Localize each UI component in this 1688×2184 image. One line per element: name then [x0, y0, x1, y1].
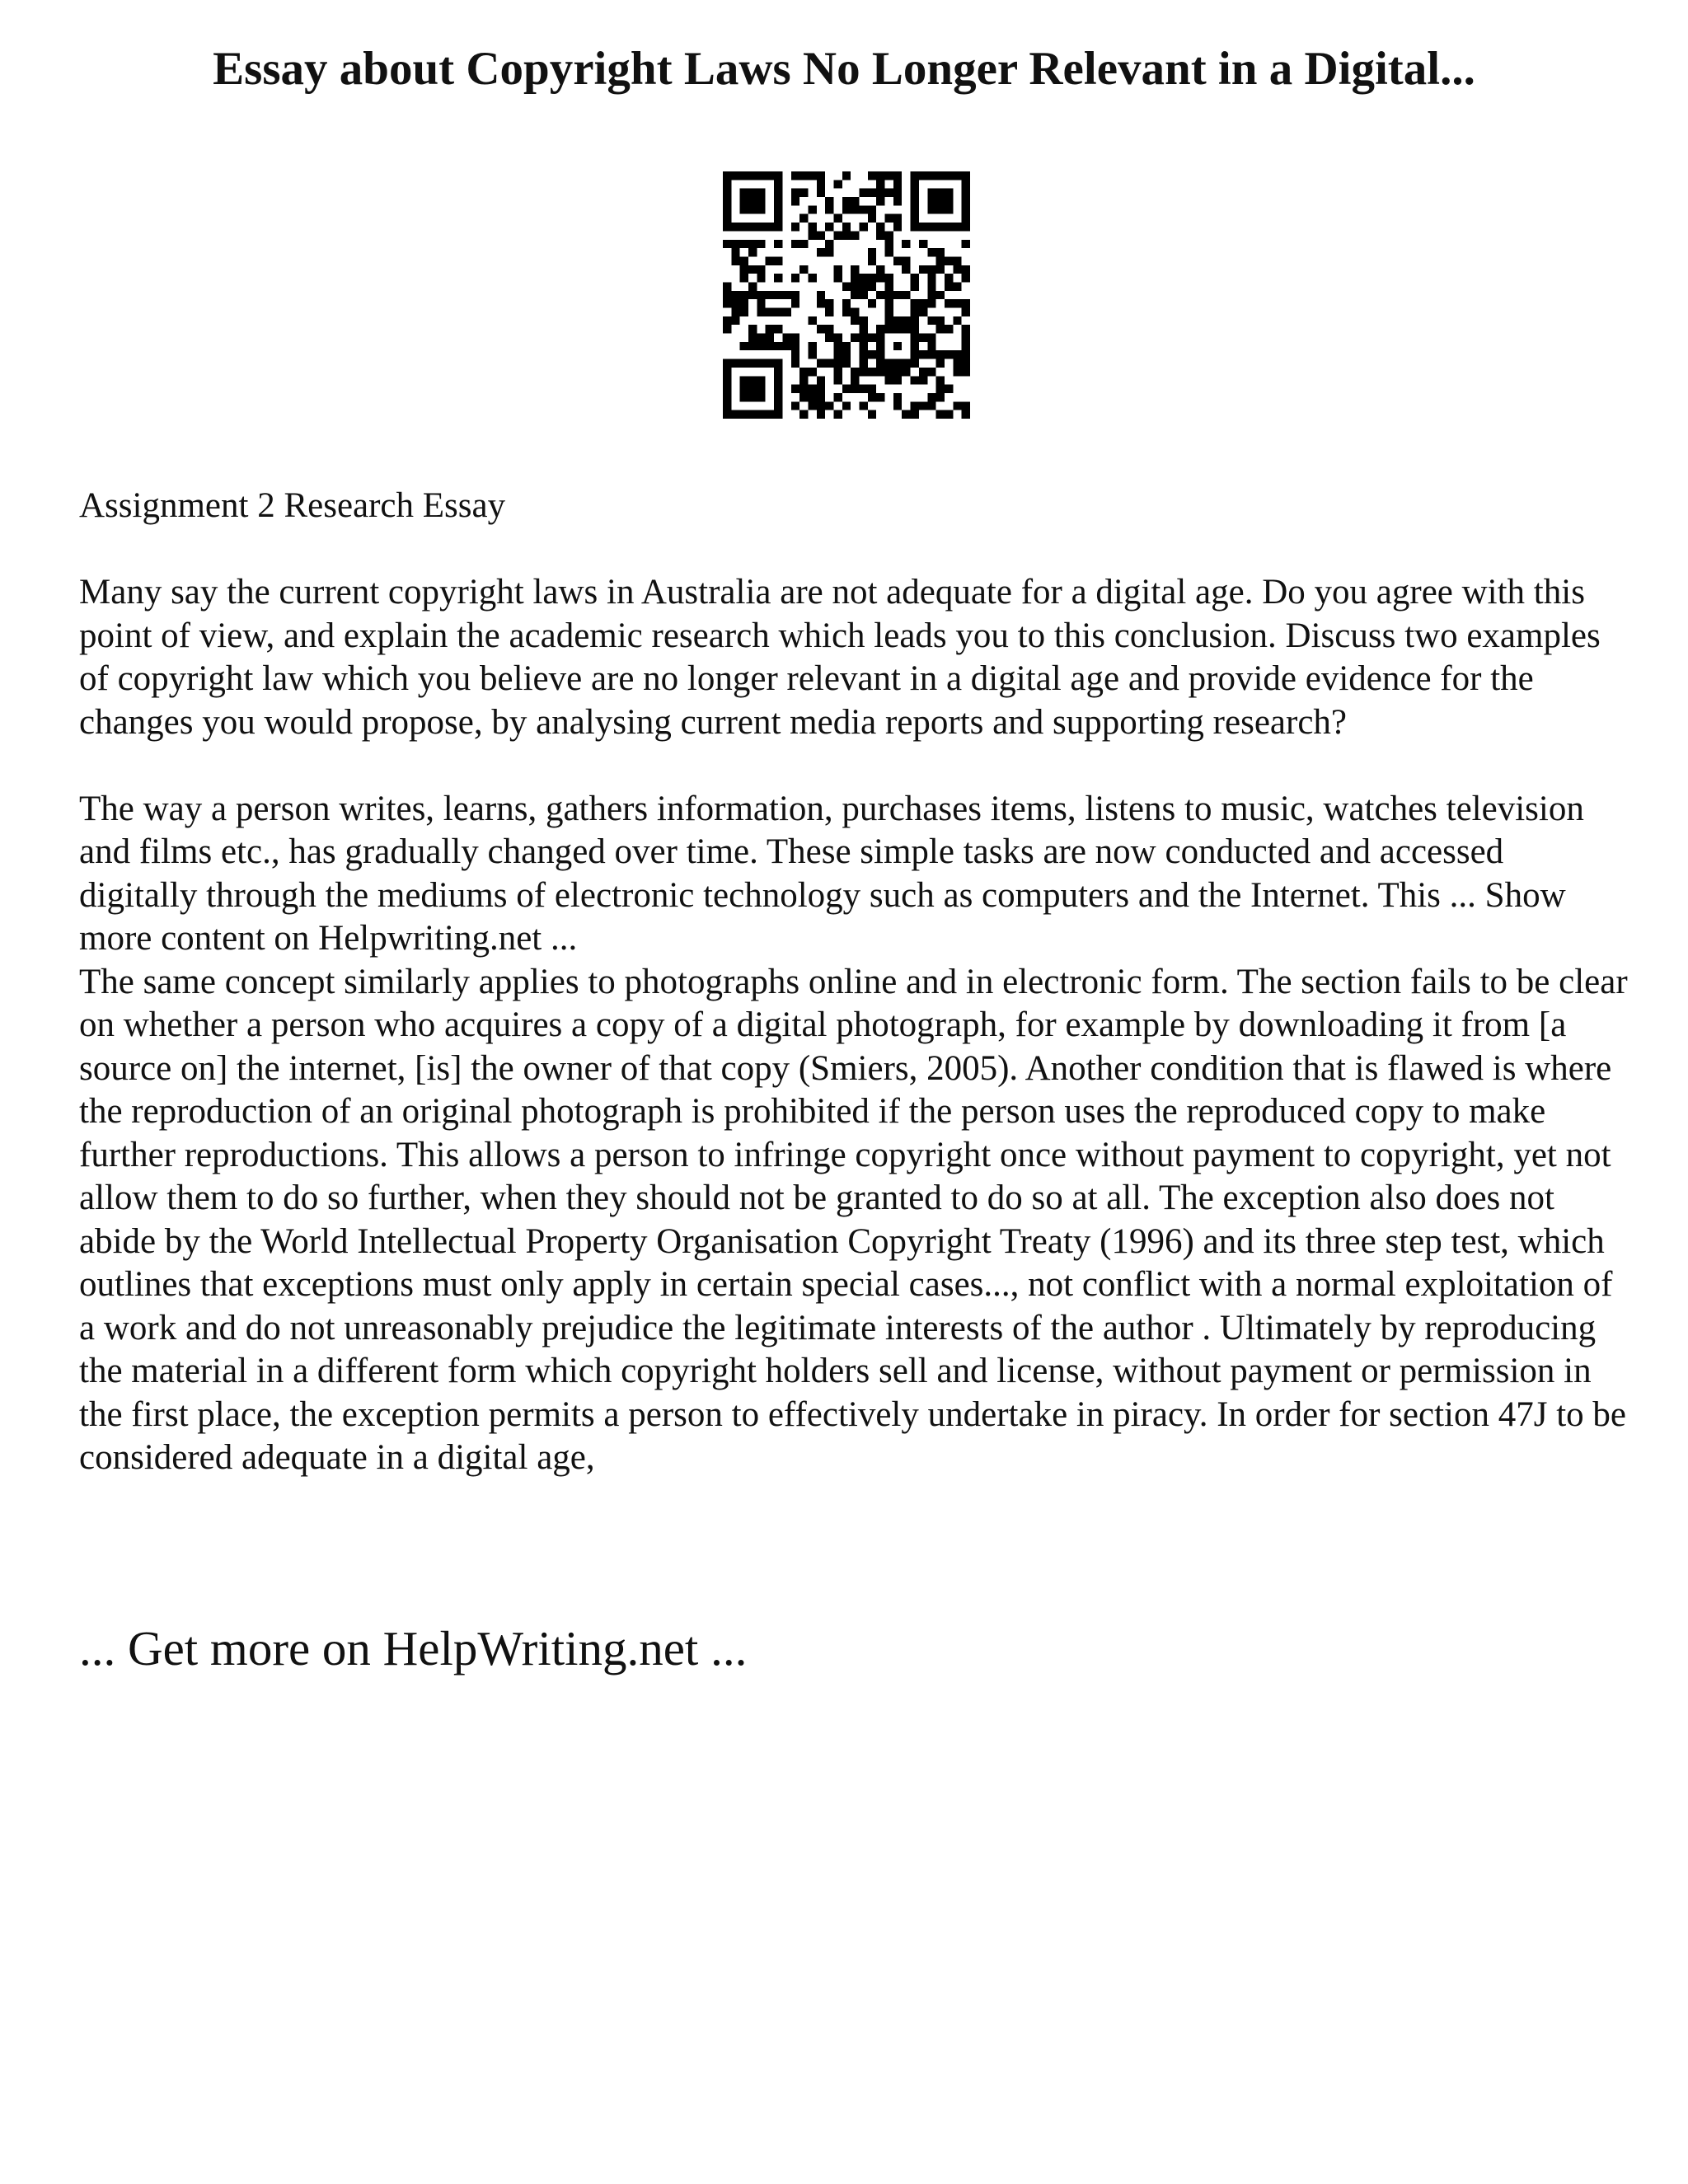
assignment-heading: Assignment 2 Research Essay — [79, 486, 506, 525]
essay-body — [79, 485, 1629, 1480]
essay-question: Many say the current copyright laws in Australia are not adequate for a digital age. Do you agree with this point of view, and explain the academic research which leads you to this conclusion. Discuss two examples of copyright law which you believe are no longer relevant in a digital age and provide evidence for the changes you would propose, by analysing current media reports and supporting research? — [79, 573, 1601, 742]
document-title: Essay about Copyright Laws No Longer Relevant in a Digital... — [213, 43, 1475, 95]
body-paragraph: The same concept similarly applies to photographs online and in electronic form. The section fails to be clear on whether a person who acquires a copy of a digital photograph, for example by downloading it from [a source on] the internet, [is] the owner of that copy (Smiers, 2005). Another condition that is flawed is where the reproduction of an original photograph is prohibited if the person uses the reproduced copy to make further reproductions. This allows a person to infringe copyright once without payment to copyright, yet not allow them to do so further, when they should not be granted to do so at all. The exception also does not abide by the World Intellectual Property Organisation Copyright Treaty (1996) and its three step test, which outlines that exceptions must only apply in certain special cases..., not conflict with a normal exploitation of a work and do not unreasonably prejudice the legitimate interests of the author . Ultimately by reproducing the material in a different form which copyright holders sell and license, without payment or permission in the first place, the exception permits a person to effectively undertake in piracy. In order for section 47J to be considered adequate in a digital age, — [79, 962, 1628, 1477]
qr-code-icon — [723, 171, 970, 419]
get-more-link[interactable]: ... Get more on HelpWriting.net ... — [79, 1621, 748, 1675]
intro-paragraph: The way a person writes, learns, gathers information, purchases items, listens to music, watches television and films etc., has gradually changed over time. These simple tasks are now conducted and accessed digitally through the mediums of electronic technology such as computers and the Internet. This ... Show more content on Helpwriting.net ... — [79, 789, 1584, 958]
